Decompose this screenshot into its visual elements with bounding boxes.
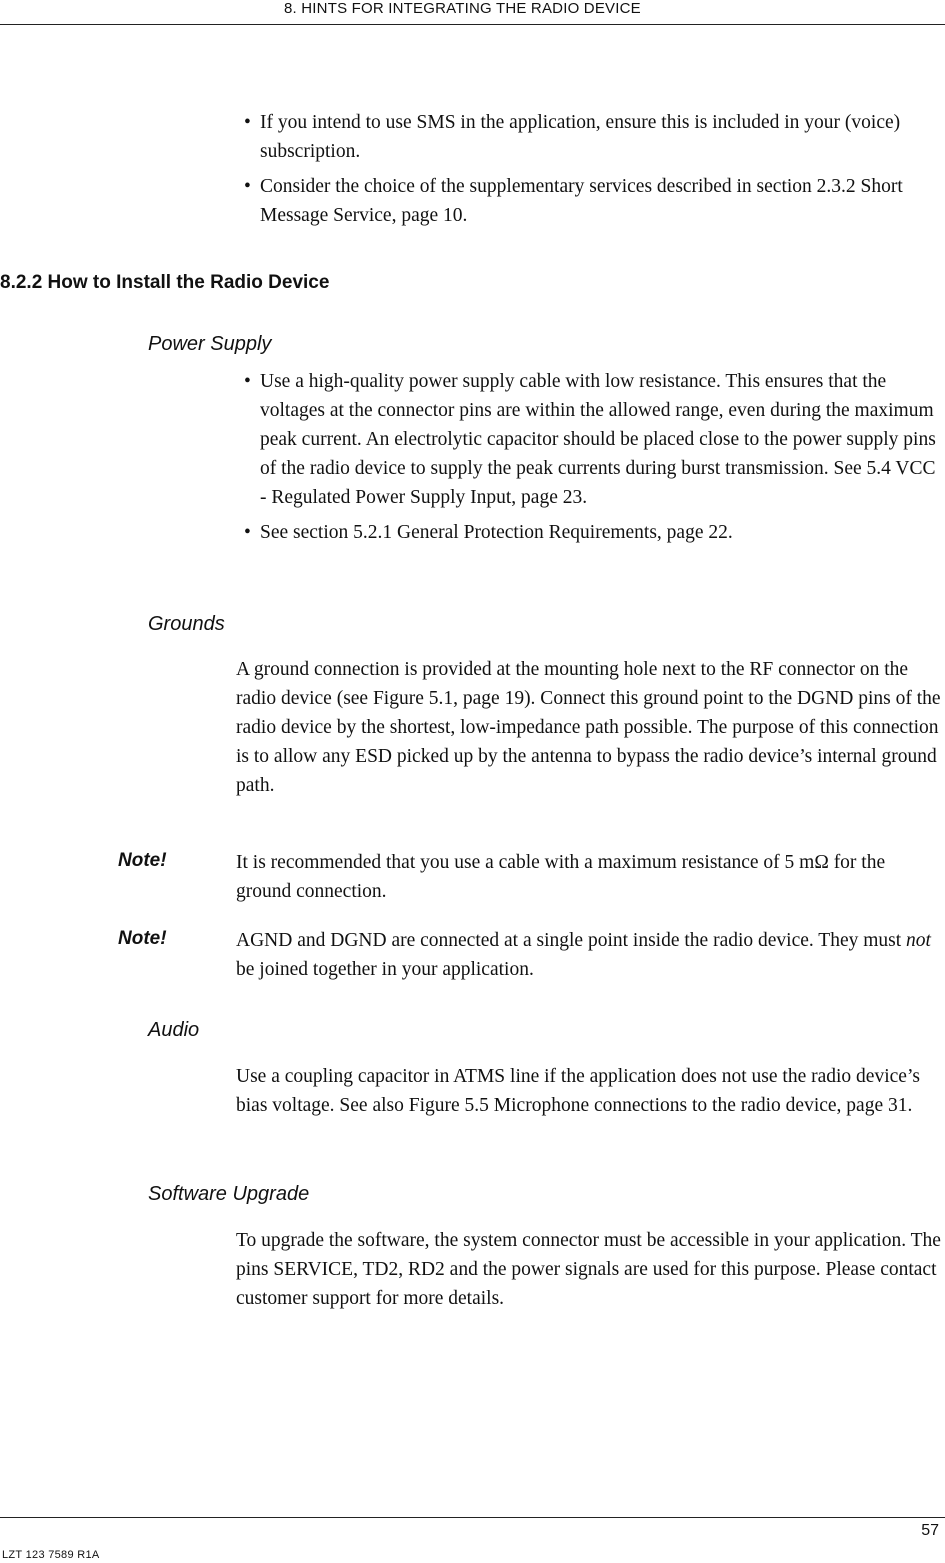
grounds-heading: Grounds xyxy=(148,613,225,635)
list-item: • See section 5.2.1 General Protection Requirements, page 22. xyxy=(244,518,941,547)
note-text-part: be joined together in your application. xyxy=(236,959,534,980)
document-id: LZT 123 7589 R1A xyxy=(2,1549,100,1561)
footer-rule xyxy=(0,1517,945,1518)
audio-heading: Audio xyxy=(148,1019,200,1041)
note-text-part: AGND and DGND are connected at a single point inside the radio device. They must xyxy=(236,930,907,951)
power-supply-bullet-list xyxy=(244,367,941,553)
note-text xyxy=(236,926,941,984)
section-heading: 8.2.2 How to Install the Radio Device xyxy=(0,272,330,293)
note-label: Note! xyxy=(118,928,167,949)
intro-bullet-list xyxy=(244,108,934,236)
power-supply-heading: Power Supply xyxy=(148,333,272,355)
software-upgrade-paragraph: To upgrade the software, the system connector must be accessible in your application. The pins SERVICE, TD2, RD2 and the power signals are used for this purpose. Please contact customer support for more details. xyxy=(236,1230,941,1309)
note-label: Note! xyxy=(118,850,167,871)
note-emphasis: not xyxy=(906,930,931,951)
software-upgrade-heading: Software Upgrade xyxy=(148,1183,310,1205)
list-item: • If you intend to use SMS in the application, ensure this is included in your (voice) subscription. xyxy=(244,108,934,166)
note-text: It is recommended that you use a cable with a maximum resistance of 5 mΩ for the ground connection. xyxy=(236,852,886,902)
grounds-paragraph: A ground connection is provided at the mounting hole next to the RF connector on the radio device (see Figure 5.1, page 19). Connect this ground point to the DGND pins of the radio device by the shortest, low-impedance path possible. The purpose of this connection is to allow any ESD picked up by the antenna to bypass the radio device’s internal ground path. xyxy=(236,659,941,796)
running-header xyxy=(0,0,945,25)
page-number: 57 xyxy=(921,1522,939,1539)
list-item: • Consider the choice of the supplementary services described in section 2.3.2 Short Message Service, page 10. xyxy=(244,172,934,230)
list-item: • Use a high-quality power supply cable with low resistance. This ensures that the voltages at the connector pins are within the allowed range, even during the maximum peak current. An electrolytic capacitor should be placed close to the power supply pins of the radio device to supply the peak currents during burst transmission. See 5.4 VCC - Regulated Power Supply Input, page 23. xyxy=(244,367,941,512)
audio-paragraph: Use a coupling capacitor in ATMS line if the application does not use the radio device’s bias voltage. See also Figure 5.5 Microphone connections to the radio device, page 31. xyxy=(236,1066,920,1116)
chapter-title: 8. HINTS FOR INTEGRATING THE RADIO DEVICE xyxy=(284,0,641,17)
